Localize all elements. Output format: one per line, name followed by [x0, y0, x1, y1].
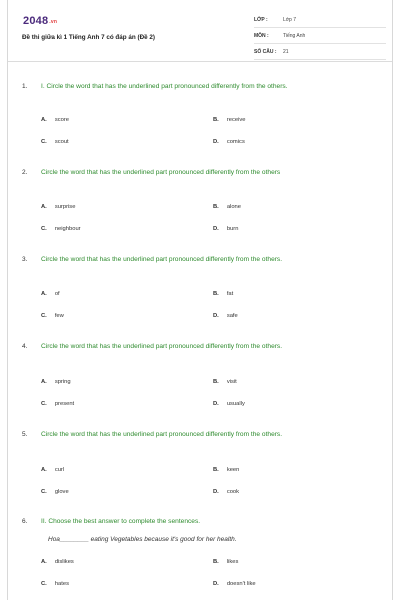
option-text: fat	[226, 291, 234, 297]
option-a[interactable]	[41, 379, 71, 385]
option-text: hates	[54, 581, 69, 587]
site-logo[interactable]	[23, 15, 57, 27]
option-text: likes	[226, 559, 239, 565]
logo-tld: .vn	[49, 19, 58, 25]
meta-value: Lớp 7	[283, 16, 297, 23]
question-number: 4.	[22, 343, 28, 350]
option-letter: D.	[213, 139, 219, 145]
option-text: spring	[54, 379, 71, 385]
meta-row-class	[254, 12, 386, 28]
meta-value: Tiếng Anh	[283, 32, 306, 39]
question-text: Circle the word that has the underlined part pronounced differently from the others.	[41, 431, 283, 438]
question-text: Circle the word that has the underlined part pronounced differently from the others	[41, 169, 281, 176]
question-text: Circle the word that has the underlined part pronounced differently from the others.	[41, 343, 283, 350]
option-letter: D.	[213, 489, 219, 495]
option-text: score	[54, 117, 69, 123]
option-text: few	[54, 313, 64, 319]
option-letter: C.	[41, 313, 47, 319]
option-text: present	[54, 401, 75, 407]
option-a[interactable]	[41, 467, 64, 473]
option-b[interactable]	[213, 559, 238, 565]
option-letter: B.	[213, 467, 219, 473]
meta-row-count	[254, 44, 386, 60]
option-b[interactable]	[213, 379, 237, 385]
meta-label: MÔN :	[254, 32, 269, 39]
option-letter: D.	[213, 313, 219, 319]
question-text: II. Choose the best answer to complete the sentences.	[41, 518, 201, 525]
option-letter: C.	[41, 139, 47, 145]
question-text: I. Circle the word that has the underlined part pronounced differently from the others.	[41, 83, 288, 90]
option-letter: D.	[213, 226, 219, 232]
option-letter: A.	[41, 559, 47, 565]
option-text: keen	[226, 467, 240, 473]
option-d[interactable]	[213, 313, 238, 319]
exam-title: Đề thi giữa kì 1 Tiếng Anh 7 có đáp án (Đề 2)	[22, 34, 155, 41]
option-b[interactable]	[213, 117, 246, 123]
question-number: 2.	[22, 169, 28, 176]
option-c[interactable]	[41, 581, 69, 587]
question-text: Circle the word that has the underlined part pronounced differently from the others.	[41, 256, 283, 263]
option-letter: C.	[41, 226, 47, 232]
question-number: 1.	[22, 83, 28, 90]
option-letter: A.	[41, 204, 47, 210]
option-c[interactable]	[41, 226, 81, 232]
option-b[interactable]	[213, 204, 241, 210]
option-letter: C.	[41, 401, 47, 407]
option-text: of	[54, 291, 60, 297]
option-text: usually	[226, 401, 245, 407]
option-text: dislikes	[54, 559, 74, 565]
question-number: 5.	[22, 431, 28, 438]
page-header	[8, 0, 392, 62]
option-letter: B.	[213, 291, 219, 297]
option-text: comics	[226, 139, 245, 145]
option-text: alone	[226, 204, 241, 210]
exam-meta	[254, 12, 386, 60]
meta-label: LỚP :	[254, 16, 268, 23]
option-letter: D.	[213, 581, 219, 587]
option-text: cook	[226, 489, 240, 495]
option-d[interactable]	[213, 139, 245, 145]
question-number: 3.	[22, 256, 28, 263]
option-a[interactable]	[41, 559, 74, 565]
option-c[interactable]	[41, 139, 69, 145]
option-letter: C.	[41, 581, 47, 587]
option-letter: B.	[213, 204, 219, 210]
option-letter: A.	[41, 467, 47, 473]
option-d[interactable]	[213, 489, 239, 495]
option-text: surprise	[54, 204, 76, 210]
option-text: neighbour	[54, 226, 81, 232]
exam-page	[7, 0, 393, 600]
meta-value: 21	[283, 48, 289, 55]
meta-label: SỐ CÂU :	[254, 48, 277, 55]
option-letter: B.	[213, 379, 219, 385]
option-letter: A.	[41, 379, 47, 385]
option-a[interactable]	[41, 291, 60, 297]
option-c[interactable]	[41, 313, 64, 319]
option-c[interactable]	[41, 489, 69, 495]
option-text: burn	[226, 226, 239, 232]
option-text: scout	[54, 139, 69, 145]
option-a[interactable]	[41, 204, 75, 210]
option-letter: B.	[213, 559, 219, 565]
option-d[interactable]	[213, 581, 256, 587]
option-letter: C.	[41, 489, 47, 495]
option-text: safe	[226, 313, 238, 319]
option-c[interactable]	[41, 401, 74, 407]
option-a[interactable]	[41, 117, 69, 123]
option-b[interactable]	[213, 467, 239, 473]
option-b[interactable]	[213, 291, 233, 297]
logo-main: 2048	[23, 15, 49, 27]
option-d[interactable]	[213, 226, 238, 232]
option-text: receive	[226, 117, 246, 123]
meta-row-subject	[254, 28, 386, 44]
option-d[interactable]	[213, 401, 245, 407]
option-text: doesn't like	[226, 581, 256, 587]
option-letter: D.	[213, 401, 219, 407]
option-letter: A.	[41, 117, 47, 123]
question-number: 6.	[22, 518, 28, 525]
option-text: curl	[54, 467, 65, 473]
option-letter: B.	[213, 117, 219, 123]
question-sentence: Hoa________ eating Vegetables because it's good for her health.	[48, 536, 237, 543]
option-letter: A.	[41, 291, 47, 297]
option-text: glove	[54, 489, 69, 495]
option-text: visit	[226, 379, 237, 385]
